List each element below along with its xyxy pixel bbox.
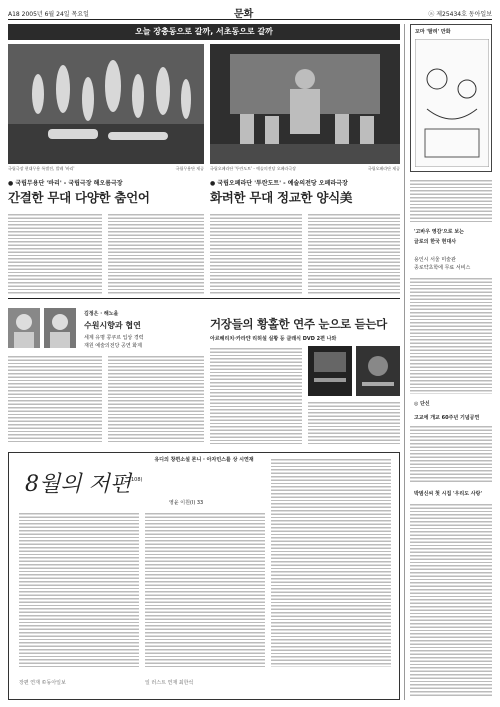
section-title: 문화 xyxy=(234,9,254,20)
promo-names: 김정은 · 해노을 xyxy=(84,311,119,317)
serial-novel-box xyxy=(8,452,400,700)
sidebar-divider xyxy=(404,24,405,700)
exhibit-a: 용인시 서울 미술관 xyxy=(414,257,456,263)
right-body-col2 xyxy=(308,212,400,294)
promo-body-col2 xyxy=(108,354,204,442)
promo-title3: 재원 예술의전당 공연 화제 xyxy=(84,343,142,349)
concert-headline: 거장들의 황홀한 연주 눈으로 듣는다 xyxy=(210,317,387,331)
dvd-cover-1 xyxy=(308,346,352,396)
serial-title: 8월의 저편 xyxy=(25,472,131,497)
right-headline: 화려한 무대 정교한 양식美 xyxy=(210,190,353,205)
comic-caption xyxy=(410,178,492,224)
sidebar-item-2-title: 고교에 개교 60주년 기념공연 xyxy=(414,415,480,421)
sidebar-item-1-title: ◎ 단신 xyxy=(414,401,430,407)
opera-photo xyxy=(210,44,400,164)
left-photo-credit: 국립무용단 제공 xyxy=(175,166,204,171)
note-title: '고바우 영감'으로 보는 xyxy=(414,229,465,235)
serial-body-col3 xyxy=(271,457,391,667)
serial-chapter: (108) xyxy=(129,477,143,483)
promo-title1: 수원시향과 협연 xyxy=(84,321,141,330)
left-kicker: ● 국립무용단 '바리' - 국립극장 해오름극장 xyxy=(8,180,123,187)
section-divider xyxy=(8,298,400,299)
exhibit-b: 종로약초학에 무료 서비스 xyxy=(414,265,471,271)
performer-photo-1 xyxy=(8,308,40,348)
dvd-cover-2 xyxy=(356,346,400,396)
page-header xyxy=(8,4,492,20)
promo-body-col1 xyxy=(8,354,102,442)
serial-footer-left: 장편 연재 ©동아일보 xyxy=(19,680,66,686)
dance-photo-image xyxy=(8,44,204,164)
sidebar-body-3 xyxy=(410,502,492,698)
serial-body-col1 xyxy=(19,511,139,667)
right-photo-caption: 국립오페라단 '투란도트' - 예술의전당 오페라극장 xyxy=(210,166,297,171)
concert-body-col1 xyxy=(210,346,302,444)
serial-top-line: 유디의 창편소설 론니 · 아자민스를 상 시연재 xyxy=(154,457,254,463)
concert-subhead: 아르헤리치·카라얀 리허설 실황 등 클래식 DVD 2편 나와 xyxy=(210,336,337,342)
performer-photo-2 xyxy=(44,308,76,348)
sidebar-item-3-title: 박범신씨 첫 시집 '우리도 사랑' xyxy=(414,491,482,497)
concert-body-col2 xyxy=(308,400,400,444)
left-photo-caption: 국립극장 현대무용 특별전, 발레 '바리' xyxy=(8,166,75,171)
note-sub: 글로의 한국 현대사 xyxy=(414,239,457,245)
right-photo-credit: 국립오페라단 제공 xyxy=(367,166,400,171)
right-body-col1 xyxy=(210,212,302,294)
promo-block xyxy=(8,304,204,444)
feature-banner: 오늘 장충동으로 갈까, 서초동으로 갈까 xyxy=(8,24,400,40)
sidebar-body-1 xyxy=(410,276,492,394)
opera-photo-image xyxy=(210,44,400,164)
dance-photo xyxy=(8,44,204,164)
page-folio: A18 2005년 6월 24일 목요일 xyxy=(8,11,89,18)
right-kicker: ● 국립오페라단 '투란도트' - 예술의전당 오페라극장 xyxy=(210,180,348,187)
sidebar-body-2 xyxy=(410,424,492,484)
serial-body-col2 xyxy=(145,511,265,667)
serial-footer-right: 일 러스트 연재 최한석 xyxy=(145,680,194,686)
serial-credit: 영윤 이원(Ⅰ) 33 xyxy=(169,500,204,506)
right-sidebar xyxy=(410,24,492,700)
comic-drawing xyxy=(415,39,489,167)
comic-strip xyxy=(410,24,492,172)
left-body-col2 xyxy=(108,212,204,294)
comic-title: 꼬마 '팔려' 만화 xyxy=(415,29,451,35)
issue-info: ⓐ 제25434호 동아일보 xyxy=(428,11,492,18)
left-body-col1 xyxy=(8,212,102,294)
left-headline: 간결한 무대 다양한 춤언어 xyxy=(8,190,150,205)
promo-title2: 세계 유명 콩쿠르 입상 경력 xyxy=(84,335,144,341)
